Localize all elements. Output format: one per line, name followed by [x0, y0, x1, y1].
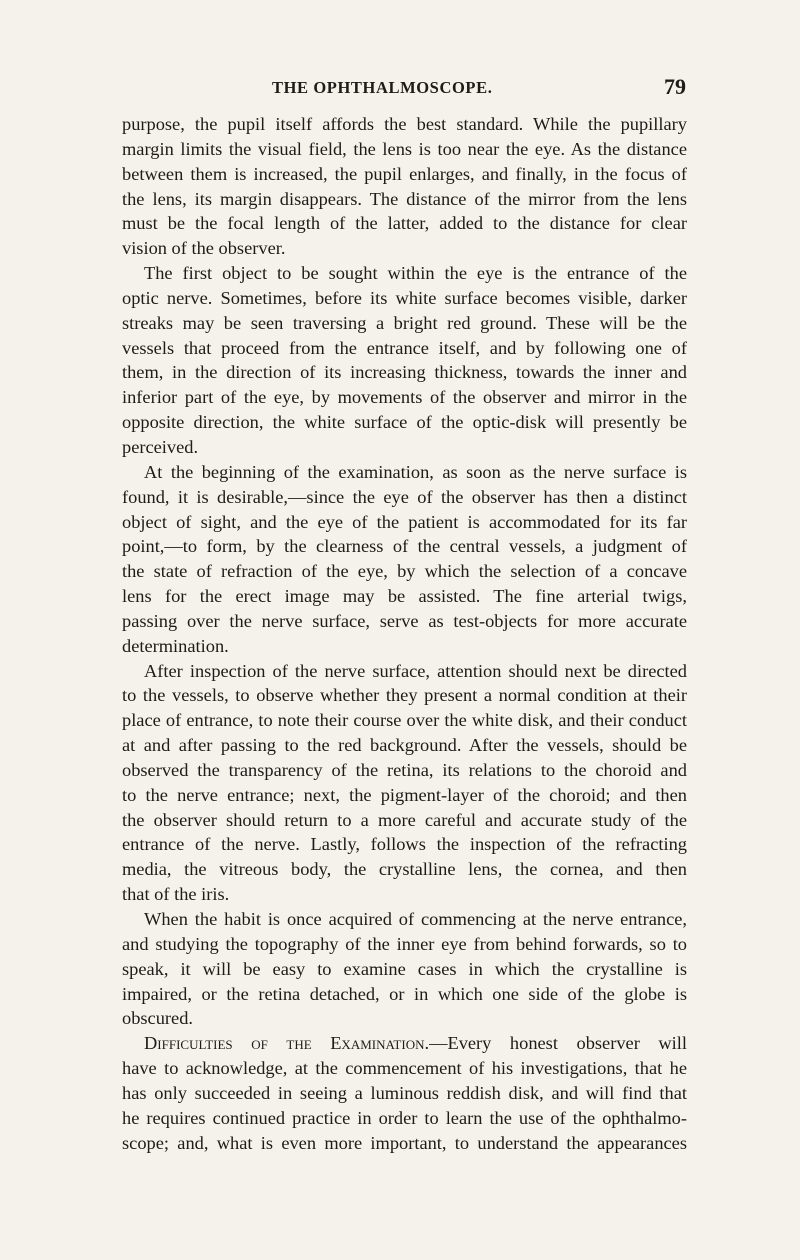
- text-line: must be the focal length of the latter, added to the distance for clear: [122, 213, 687, 234]
- text-line: When the habit is once acquired of commencing at the nerve entrance,: [144, 909, 687, 929]
- text-line: to the nerve entrance; next, the pigment-layer of the choroid; and then: [122, 784, 687, 805]
- text-line: margin limits the visual field, the lens is too near the eye. As the distance: [122, 138, 687, 159]
- text-line: them, in the direction of its increasing thickness, towards the inner and: [122, 362, 687, 383]
- text-line: between them is increased, the pupil enlarges, and finally, in the focus of: [122, 163, 687, 184]
- text-line: passing over the nerve surface, serve as test-objects for more accurate: [122, 610, 687, 631]
- text-line: has only succeeded in seeing a luminous reddish disk, and will find that: [122, 1082, 687, 1103]
- text-line: vision of the observer.: [122, 238, 286, 259]
- text-line: media, the vitreous body, the crystalline lens, the cornea, and then: [122, 859, 687, 880]
- text-line: After inspection of the nerve surface, attention should next be directed: [144, 660, 687, 681]
- text-line: The first object to be sought within the eye is the entrance of the: [144, 263, 687, 284]
- text-line: he requires continued practice in order to learn the use of the ophthalmo-: [122, 1107, 687, 1128]
- text-line: observed the transparency of the retina, its relations to the choroid and: [122, 759, 687, 780]
- text-line: place of entrance, to note their course over the white disk, and their conduct: [122, 710, 687, 731]
- running-head: THE OPHTHALMOSCOPE.: [272, 78, 493, 97]
- page-number: 79: [664, 74, 686, 99]
- text-line: vessels that proceed from the entrance itself, and by following one of: [122, 337, 687, 358]
- text-line: and studying the topography of the inner eye from behind forwards, so to: [122, 933, 687, 954]
- text-line: impaired, or the retina detached, or in which one side of the globe is: [122, 983, 687, 1004]
- text-line: that of the iris.: [122, 884, 230, 905]
- text-line: the lens, its margin disappears. The distance of the mirror from the lens: [122, 188, 687, 209]
- text-line: opposite direction, the white surface of the optic-disk will presently be: [122, 412, 687, 433]
- text-line: optic nerve. Sometimes, before its white surface becomes visible, darker: [122, 287, 687, 308]
- text-line: obscured.: [122, 1008, 193, 1029]
- text-line: At the beginning of the examination, as soon as the nerve surface is: [144, 461, 687, 482]
- body-text: [122, 112, 687, 1155]
- text-line: purpose, the pupil itself affords the best standard. While the pupillary: [122, 114, 687, 134]
- text-line: streaks may be seen traversing a bright red ground. These will be the: [122, 312, 687, 333]
- text-line: point,—to form, by the clearness of the central vessels, a judgment of: [122, 536, 687, 557]
- text-line: scope; and, what is even more important, to understand the appearances: [122, 1132, 687, 1153]
- text-line: [122, 1031, 687, 1056]
- text-line: entrance of the nerve. Lastly, follows the inspection of the refracting: [122, 834, 687, 855]
- page-header: [122, 76, 686, 104]
- text-line: object of sight, and the eye of the patient is accommodated for its far: [122, 511, 687, 532]
- text-line: the observer should return to a more careful and accurate study of the: [122, 809, 687, 830]
- text-line: inferior part of the eye, by movements of the observer and mirror in the: [122, 387, 687, 408]
- text-line: the state of refraction of the eye, by which the selection of a concave: [122, 561, 687, 582]
- text-line: to the vessels, to observe whether they present a normal condition at their: [122, 685, 687, 706]
- text-line: found, it is desirable,—since the eye of the observer has then a distinct: [122, 486, 687, 507]
- section-heading: Difficulties of the Examination.: [144, 1033, 430, 1054]
- text-line: determination.: [122, 635, 229, 656]
- text-line: lens for the erect image may be assisted. The fine arterial twigs,: [122, 586, 687, 607]
- text-line: at and after passing to the red background. After the vessels, should be: [122, 735, 687, 756]
- text-line: speak, it will be easy to examine cases in which the crystalline is: [122, 958, 687, 979]
- text-line: perceived.: [122, 436, 199, 457]
- text-line: have to acknowledge, at the commencement of his investigations, that he: [122, 1058, 687, 1079]
- heading-continuation: —Every honest observer will: [429, 1033, 687, 1054]
